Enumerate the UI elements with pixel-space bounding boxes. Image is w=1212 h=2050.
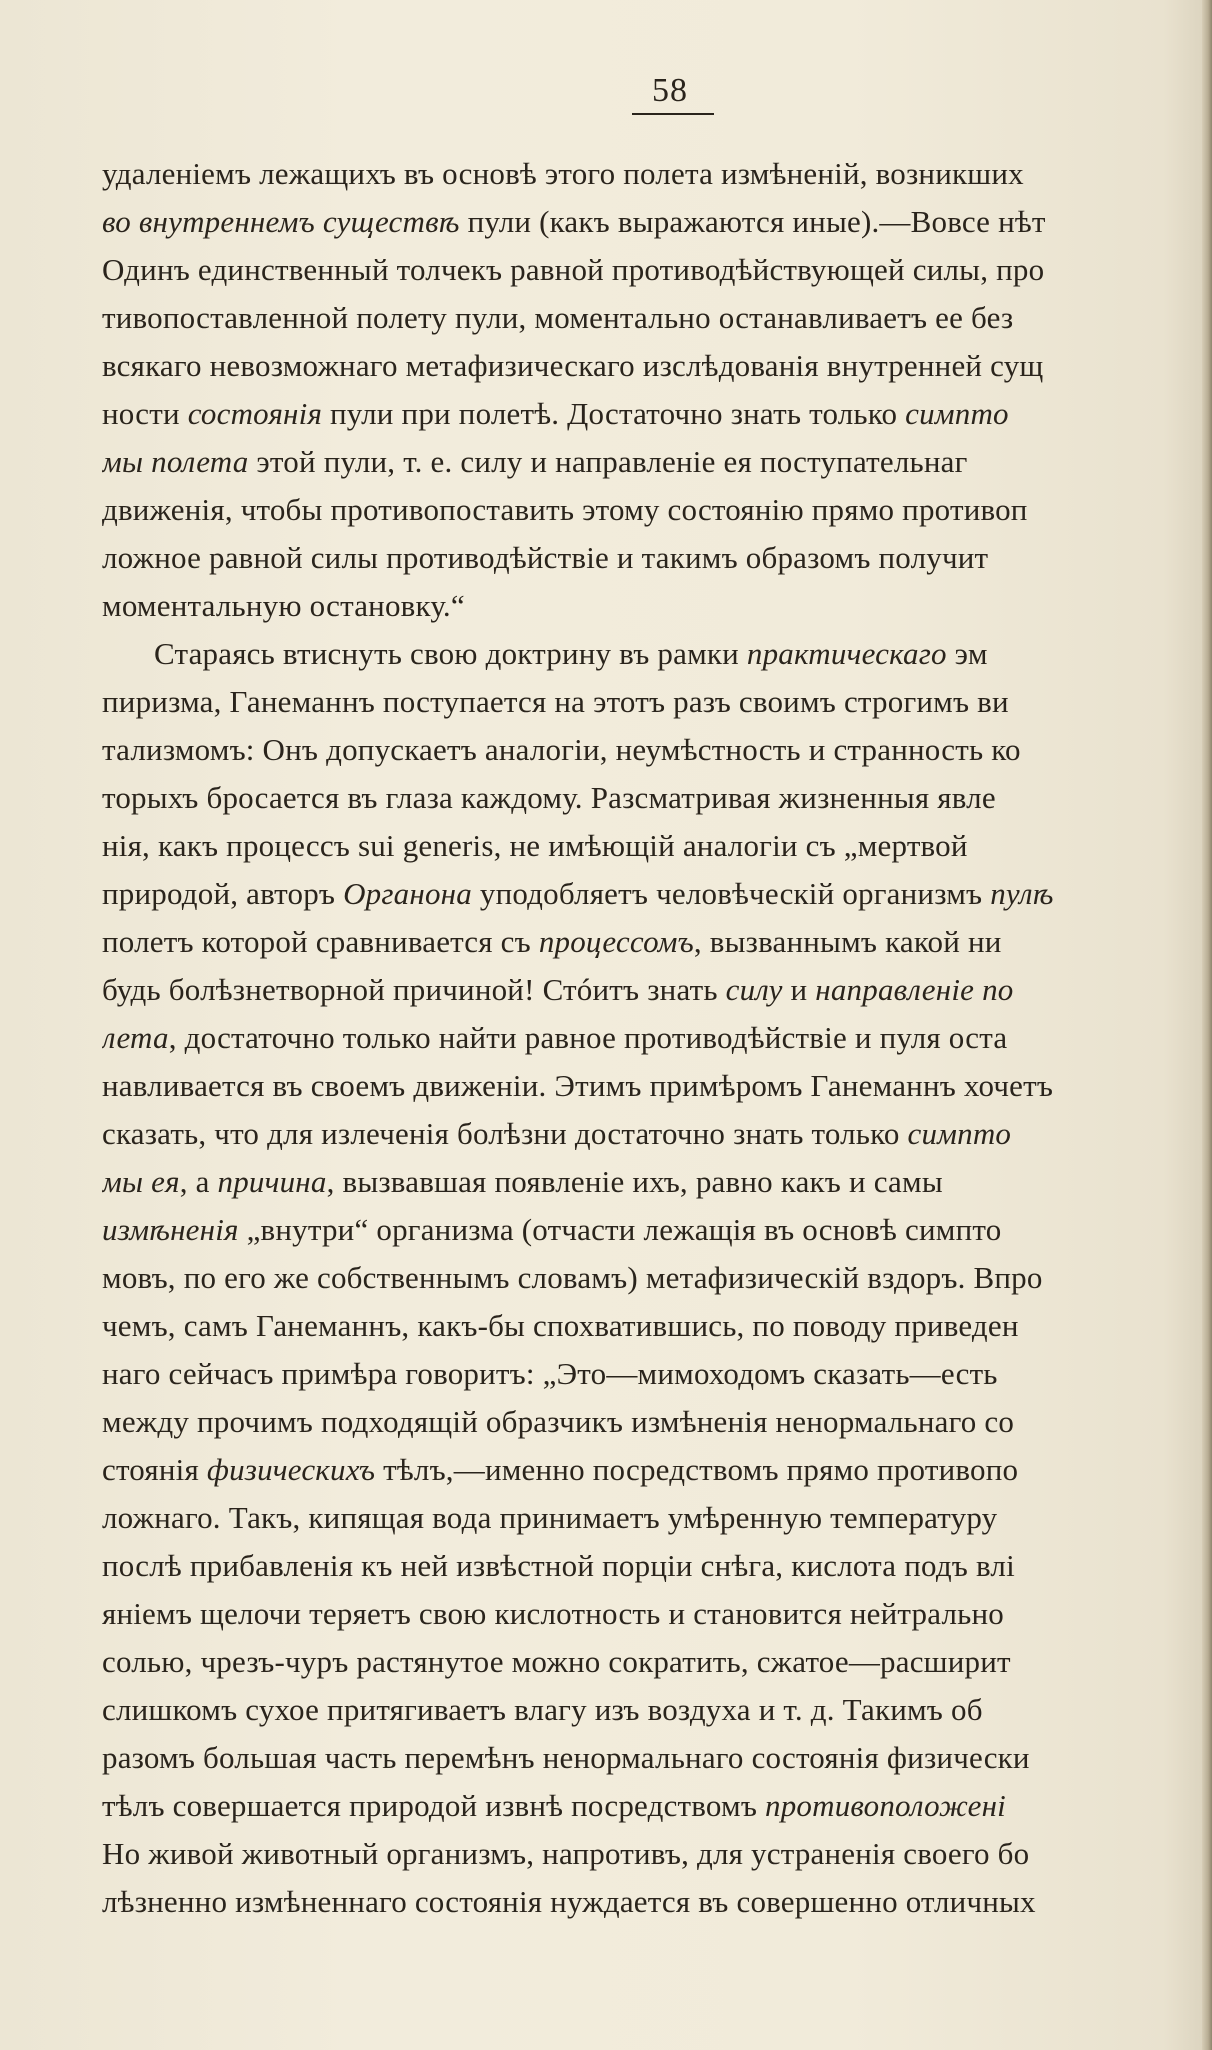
text-line — [102, 534, 1212, 582]
text-run: всякаго невозможнаго метафизическаго изслѣдованія внутренней сущ — [102, 348, 1044, 383]
text-line — [102, 1494, 1212, 1542]
text-line — [102, 1302, 1212, 1350]
italic-emphasis: причина — [217, 1164, 327, 1199]
text-run: тѣлъ,—именно посредствомъ прямо противопо — [375, 1452, 1019, 1487]
text-run: и — [782, 972, 816, 1007]
text-run: , вызваннымъ какой ни — [693, 924, 1002, 959]
text-run: наго сейчасъ примѣра говоритъ: „Это—мимоходомъ сказать—есть — [102, 1356, 998, 1391]
italic-emphasis: лета — [102, 1020, 169, 1055]
text-run: сказать, что для излеченія болѣзни достаточно знать только — [102, 1116, 908, 1151]
text-run: , а — [179, 1164, 218, 1199]
text-run: Но живой животный организмъ, напротивъ, для устраненія своего бо — [102, 1836, 1030, 1871]
text-run: послѣ прибавленія къ ней извѣстной порціи снѣга, кислота подъ влі — [102, 1548, 1015, 1583]
italic-emphasis: мы полета — [102, 444, 249, 479]
text-run: Одинъ единственный толчекъ равной противодѣйствующей силы, про — [102, 252, 1045, 287]
text-line — [102, 1782, 1212, 1830]
text-run: нія, какъ процессъ sui generis, не имѣющій аналогіи съ „мертвой — [102, 828, 968, 863]
text-line — [102, 918, 1212, 966]
text-run: пиризма, Ганеманнъ поступается на этотъ разъ своимъ строгимъ ви — [102, 684, 1009, 719]
text-run: эм — [946, 636, 988, 671]
text-line — [102, 1350, 1212, 1398]
text-run: , вызвавшая появленіе ихъ, равно какъ и самы — [326, 1164, 943, 1199]
italic-emphasis: состоянія — [187, 396, 323, 431]
italic-emphasis: Органона — [343, 876, 472, 911]
text-line — [102, 1734, 1212, 1782]
text-run: тализмомъ: Онъ допускаетъ аналогіи, неумѣстность и странность ко — [102, 732, 1021, 767]
paragraph-first-line — [102, 630, 1212, 678]
text-run: лѣзненно измѣненнаго состоянія нуждается въ совершенно отличных — [102, 1884, 1036, 1919]
italic-emphasis: силу — [725, 972, 783, 1007]
text-line — [102, 1110, 1212, 1158]
italic-emphasis: противоположені — [765, 1788, 1006, 1823]
text-line — [102, 1830, 1212, 1878]
text-run: ложнаго. Такъ, кипящая вода принимаетъ умѣренную температуру — [102, 1500, 998, 1535]
text-line — [102, 870, 1212, 918]
italic-emphasis: во внутреннемъ существѣ — [102, 204, 460, 239]
text-run: ности — [102, 396, 188, 431]
text-line — [102, 246, 1212, 294]
text-run: движенія, чтобы противопоставить этому состоянію прямо противоп — [102, 492, 1028, 527]
text-line — [102, 678, 1212, 726]
text-run: ложное равной силы противодѣйствіе и такимъ образомъ получит — [102, 540, 989, 575]
text-run: , достаточно только найти равное противодѣйствіе и пуля оста — [168, 1020, 1008, 1055]
text-run: удаленіемъ лежащихъ въ основѣ этого полета измѣненій, возникших — [102, 156, 1024, 191]
text-line — [102, 726, 1212, 774]
italic-emphasis: физическихъ — [206, 1452, 376, 1487]
text-line — [102, 1590, 1212, 1638]
text-line — [102, 438, 1212, 486]
text-run: торыхъ бросается въ глаза каждому. Разсматривая жизненныя явле — [102, 780, 996, 815]
text-run: этой пули, т. е. силу и направленіе ея поступательнаг — [248, 444, 968, 479]
text-run: природой, авторъ — [102, 876, 344, 911]
text-line — [102, 294, 1212, 342]
text-run: яніемъ щелочи теряетъ свою кислотность и становится нейтрально — [102, 1596, 1004, 1631]
text-line — [102, 1014, 1212, 1062]
text-run: навливается въ своемъ движеніи. Этимъ примѣромъ Ганеманнъ хочетъ — [102, 1068, 1054, 1103]
text-line — [102, 582, 1212, 630]
italic-emphasis: симпто — [907, 1116, 1012, 1151]
text-line — [102, 1158, 1212, 1206]
text-line — [102, 1254, 1212, 1302]
text-line — [102, 486, 1212, 534]
text-line — [102, 822, 1212, 870]
italic-emphasis: симпто — [905, 396, 1009, 431]
text-run: стоянія — [102, 1452, 207, 1487]
text-line — [102, 342, 1212, 390]
text-run: „внутри“ организма (отчасти лежащія въ основѣ симпто — [238, 1212, 1002, 1247]
text-run: тивопоставленной полету пули, моментально останавливаетъ ее без — [102, 300, 1014, 335]
text-line — [102, 966, 1212, 1014]
italic-emphasis: практическаго — [746, 636, 947, 671]
italic-emphasis: процессомъ — [538, 924, 694, 959]
text-run: тѣлъ совершается природой извнѣ посредствомъ — [102, 1788, 766, 1823]
text-run: разомъ большая часть перемѣнъ ненормальнаго состоянія физически — [102, 1740, 1030, 1775]
text-line — [102, 774, 1212, 822]
text-line — [102, 1878, 1212, 1926]
text-run: моментальную остановку.“ — [102, 588, 465, 623]
text-line — [102, 390, 1212, 438]
italic-emphasis: мы ея — [102, 1164, 180, 1199]
italic-emphasis: измѣненія — [102, 1212, 239, 1247]
text-line — [102, 1542, 1212, 1590]
text-run: солью, чрезъ-чуръ растянутое можно сократить, сжатое—расширит — [102, 1644, 1011, 1679]
text-run: уподобляетъ человѣческій организмъ — [471, 876, 991, 911]
text-line — [102, 1398, 1212, 1446]
text-run: чемъ, самъ Ганеманнъ, какъ-бы спохватившись, по поводу приведен — [102, 1308, 1019, 1343]
italic-emphasis: направленіе по — [815, 972, 1014, 1007]
text-line — [102, 198, 1212, 246]
text-run: полетъ которой сравнивается съ — [102, 924, 539, 959]
text-line — [102, 150, 1212, 198]
page-number: 58 — [652, 72, 688, 109]
text-line — [102, 1686, 1212, 1734]
text-line — [102, 1446, 1212, 1494]
text-run: мовъ, по его же собственнымъ словамъ) метафизическій вздоръ. Впро — [102, 1260, 1043, 1295]
body-text — [102, 150, 1212, 1926]
text-run: слишкомъ сухое притягиваетъ влагу изъ воздуха и т. д. Такимъ об — [102, 1692, 983, 1727]
book-spine-edge — [1202, 0, 1212, 2050]
page-number-rule — [632, 113, 714, 115]
text-run: пули при полетѣ. Достаточно знать только — [322, 396, 906, 431]
text-run: Стараясь втиснуть свою доктрину въ рамки — [154, 636, 747, 671]
text-run: между прочимъ подходящій образчикъ измѣненія ненормальнаго со — [102, 1404, 1015, 1439]
text-line — [102, 1206, 1212, 1254]
text-line — [102, 1062, 1212, 1110]
text-line — [102, 1638, 1212, 1686]
text-run: будь болѣзнетворной причиной! Стóитъ знать — [102, 972, 726, 1007]
italic-emphasis: пулѣ — [990, 876, 1054, 911]
text-run: пули (какъ выражаются иные).—Вовсе нѣт — [459, 204, 1046, 239]
